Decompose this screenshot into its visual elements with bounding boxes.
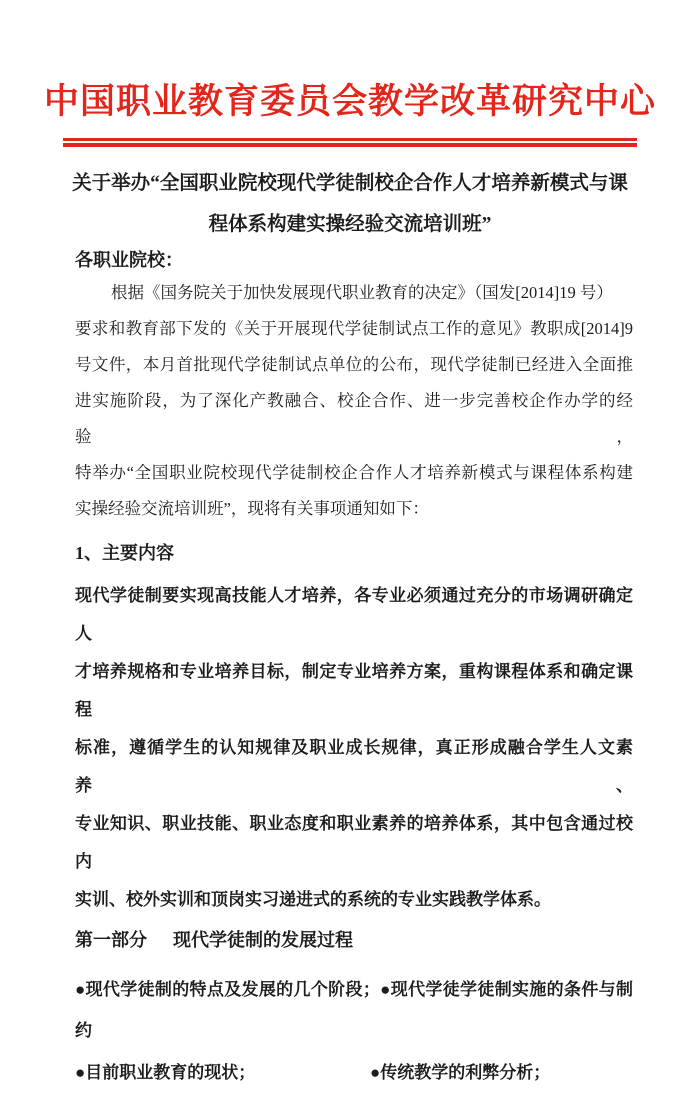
part1-label: 第一部分 bbox=[75, 930, 147, 950]
document-heading bbox=[0, 163, 700, 245]
heading-line-2: 程体系构建实操经验交流培训班” bbox=[208, 214, 492, 235]
salutation: 各职业院校： bbox=[75, 250, 183, 270]
intro-line-3: 号文件，本月首批现代学徒制试点单位的公布，现代学徒制已经进入全面推 bbox=[75, 355, 633, 374]
bullet-current-status: ●目前职业教育的现状； bbox=[75, 1063, 256, 1082]
part1-title: 现代学徒制的发展过程 bbox=[173, 930, 353, 950]
bullet-list bbox=[75, 969, 633, 1093]
body-line-1: 现代学徒制要实现高技能人才培养，各专业必须通过充分的市场调研确定人 bbox=[75, 586, 633, 643]
intro-line-5: 特举办“全国职业院校现代学徒制校企合作人才培养新模式与课程体系构建 bbox=[75, 463, 633, 482]
intro-paragraph bbox=[75, 275, 633, 527]
intro-line-4: 进实施阶段，为了深化产教融合、校企合作、进一步完善校企作办学的经验， bbox=[75, 391, 633, 446]
body-line-2: 才培养规格和专业培养目标，制定专业培养方案，重构课程体系和确定课程 bbox=[75, 662, 633, 719]
part1-heading bbox=[75, 923, 633, 957]
main-content-paragraph bbox=[75, 577, 633, 919]
heading-line-1: 关于举办“全国职业院校现代学徒制校企合作人才培养新模式与课 bbox=[72, 173, 628, 194]
intro-line-6: 实操经验交流培训班”，现将有关事项通知如下： bbox=[75, 499, 429, 518]
intro-line-2: 要求和教育部下发的《关于开展现代学徒制试点工作的意见》教职成[2014]9 bbox=[75, 319, 633, 338]
body-line-5: 实训、校外实训和顶岗实习递进式的系统的专业实践教学体系。 bbox=[75, 890, 551, 909]
intro-line-1: 根据《国务院关于加快发展现代职业教育的决定》（国发[2014]19 号） bbox=[111, 283, 613, 302]
bullet-line-wrap: 约 bbox=[75, 1021, 92, 1040]
document-content bbox=[0, 245, 700, 1093]
body-line-4: 专业知识、职业技能、职业态度和职业素养的培养体系，其中包含通过校内 bbox=[75, 814, 633, 871]
section-title-main-content: 1、主要内容 bbox=[75, 543, 174, 563]
letterhead-title: 中国职业教育委员会教学改革研究中心 bbox=[43, 82, 656, 121]
body-line-3: 标准，遵循学生的认知规律及职业成长规律，真正形成融合学生人文素养、 bbox=[75, 738, 633, 795]
letterhead-rule bbox=[63, 138, 637, 147]
bullet-row bbox=[75, 1052, 633, 1093]
bullet-traditional-analysis: ●传统教学的利弊分析； bbox=[370, 1063, 551, 1082]
bullet-line-1: ●现代学徒制的特点及发展的几个阶段；●现代学徒学徒制实施的条件与制 bbox=[75, 980, 633, 999]
